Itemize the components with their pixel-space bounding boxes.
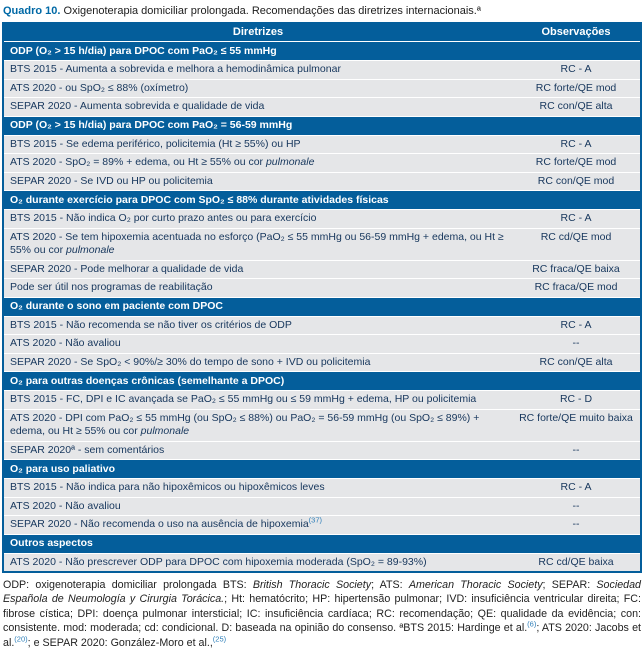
observation-cell: RC fraca/QE baixa bbox=[532, 262, 620, 275]
observation-cell: RC - A bbox=[560, 318, 592, 331]
guideline-cell bbox=[4, 261, 512, 279]
table-row bbox=[4, 209, 640, 228]
section-header: O₂ durante o sono em paciente com DPOC bbox=[4, 297, 640, 316]
table-row bbox=[4, 228, 640, 260]
guideline-text-italic: pulmonale bbox=[265, 156, 315, 168]
table-row bbox=[4, 353, 640, 372]
guideline-cell bbox=[4, 173, 512, 191]
table-row bbox=[4, 334, 640, 353]
observation-cell: RC forte/QE muito baixa bbox=[519, 411, 633, 424]
guideline-text: Pode ser útil nos programas de reabilitação bbox=[10, 281, 213, 293]
observation-cell: RC con/QE alta bbox=[539, 355, 613, 368]
observation-cell: RC - A bbox=[560, 63, 592, 75]
table-row bbox=[4, 390, 640, 409]
table-row bbox=[4, 441, 640, 460]
guideline-cell bbox=[4, 98, 512, 116]
guideline-cell bbox=[4, 354, 512, 372]
section-header: O₂ durante exercício para DPOC com SpO₂ ≤ 88% durante atividades físicas bbox=[4, 190, 640, 209]
table-header-row bbox=[4, 24, 640, 41]
table-caption bbox=[3, 4, 642, 18]
guideline-cell bbox=[4, 154, 512, 172]
observation-cell: -- bbox=[572, 499, 580, 512]
footnote-society-ats: American Thoracic Society bbox=[408, 579, 543, 591]
guideline-text: ATS 2020 - Não avaliou bbox=[10, 337, 121, 349]
guideline-cell bbox=[4, 498, 512, 516]
guideline-text: BTS 2015 - Aumenta a sobrevida e melhora a hemodinâmica pulmonar bbox=[10, 63, 341, 75]
guideline-cell bbox=[4, 61, 512, 79]
footnote-text: ODP: oxigenoterapia domiciliar prolongada BTS: bbox=[3, 579, 253, 591]
footnote-text: ; ATS: bbox=[371, 579, 409, 591]
table-row bbox=[4, 497, 640, 516]
guideline-text: BTS 2015 - FC, DPI e IC avançada se PaO₂ ≤ 55 mmHg ou ≤ 59 mmHg + edema, HP ou policitemia bbox=[10, 393, 477, 405]
guideline-cell bbox=[4, 279, 512, 297]
guideline-text: BTS 2015 - Não indica O₂ por curto prazo antes ou para exercício bbox=[10, 212, 317, 224]
table-caption-text: Oxigenoterapia domiciliar prolongada. Recomendações das diretrizes internacionais.ª bbox=[60, 5, 481, 17]
table-row bbox=[4, 409, 640, 441]
guideline-cell bbox=[4, 479, 512, 497]
table-row bbox=[4, 478, 640, 497]
observation-cell: RC - D bbox=[559, 393, 593, 405]
footnote-society-bts: British Thoracic Society bbox=[252, 579, 372, 591]
table-row bbox=[4, 316, 640, 335]
observation-cell: RC - A bbox=[560, 137, 592, 150]
guideline-cell bbox=[4, 229, 512, 260]
table-row bbox=[4, 60, 640, 79]
table-caption-label: Quadro 10. bbox=[3, 5, 61, 17]
guideline-cell bbox=[4, 210, 512, 228]
observation-cell: -- bbox=[572, 337, 580, 349]
footnote-text: ; ATS 2020: Jacobs et al. bbox=[3, 622, 641, 649]
guideline-cell bbox=[4, 410, 512, 441]
guideline-text: SEPAR 2020ª - sem comentários bbox=[10, 443, 165, 456]
guideline-text-italic: pulmonale bbox=[140, 425, 190, 437]
table-row bbox=[4, 172, 640, 191]
observation-cell: RC fraca/QE mod bbox=[534, 281, 618, 293]
citation-link-37[interactable]: (37) bbox=[308, 515, 322, 525]
table-row bbox=[4, 135, 640, 154]
column-header-diretrizes: Diretrizes bbox=[232, 26, 284, 38]
section-header: O₂ para outras doenças crônicas (semelhante a DPOC) bbox=[4, 371, 640, 390]
observation-cell: RC - A bbox=[560, 212, 592, 224]
guideline-text: SEPAR 2020 - Não recomenda o uso na ausência de hipoxemia bbox=[10, 518, 309, 530]
observation-cell: RC forte/QE mod bbox=[535, 81, 617, 94]
observation-cell: RC forte/QE mod bbox=[535, 156, 617, 168]
section-header: ODP (O₂ > 15 h/dia) para DPOC com PaO₂ = 56-59 mmHg bbox=[4, 116, 640, 135]
guideline-text: BTS 2015 - Não indica para não hipoxêmicos ou hipoxêmicos leves bbox=[10, 481, 325, 493]
guideline-cell bbox=[4, 391, 512, 409]
guideline-text: SEPAR 2020 - Aumenta sobrevida e qualidade de vida bbox=[10, 100, 265, 112]
observation-cell: RC cd/QE mod bbox=[540, 230, 612, 243]
table-row bbox=[4, 79, 640, 98]
observation-cell: -- bbox=[572, 443, 580, 456]
footnote bbox=[3, 578, 641, 650]
citation-link-6[interactable]: (6) bbox=[527, 619, 537, 629]
footnote-text: ; Ht: hematócrito; HP: hipertensão pulmonar; IVD: insuficiência ventricular direita; FC: fibrose cística; DPI: doença pulmonar intersticial; IC: insuficiência cardíaca; RC: recomendação; QE: qualidade da evidência; con: consistente. mod: moderada; cd: condicional. D: baseada na opinião do consenso. ªBTS 2015: Hardinge et al. bbox=[3, 593, 641, 635]
guideline-cell bbox=[4, 516, 512, 534]
citation-link-25[interactable]: (25) bbox=[212, 634, 227, 644]
guideline-text: ATS 2020 - DPI com PaO₂ ≤ 55 mmHg (ou SpO₂ ≤ 88%) ou PaO₂ = 56-59 mmHg (ou SpO₂ ≤ 89%) + edema, ou Ht ≥ 55% ou cor bbox=[10, 411, 480, 437]
table-row bbox=[4, 278, 640, 297]
guideline-text: ATS 2020 - Não prescrever ODP para DPOC com hipoxemia moderada (SpO₂ = 89-93%) bbox=[10, 555, 427, 568]
guideline-text: BTS 2015 - Se edema periférico, policitemia (Ht ≥ 55%) ou HP bbox=[10, 137, 301, 150]
guideline-cell bbox=[4, 317, 512, 335]
guideline-cell bbox=[4, 80, 512, 98]
table-row bbox=[4, 97, 640, 116]
footnote-text: ; e SEPAR 2020: González-Moro et al., bbox=[27, 636, 213, 649]
guideline-text-italic: pulmonale bbox=[66, 244, 115, 256]
observation-cell: RC con/QE mod bbox=[537, 174, 615, 187]
table-row bbox=[4, 260, 640, 279]
column-header-observacoes: Observações bbox=[541, 26, 611, 38]
observation-cell: RC - A bbox=[560, 481, 592, 493]
guideline-text: ATS 2020 - ou SpO₂ ≤ 88% (oxímetro) bbox=[10, 81, 189, 94]
guideline-text: SEPAR 2020 - Pode melhorar a qualidade de vida bbox=[10, 262, 244, 275]
guideline-text: ATS 2020 - SpO₂ = 89% + edema, ou Ht ≥ 55% ou cor bbox=[10, 156, 266, 168]
observation-cell: RC con/QE alta bbox=[539, 100, 613, 112]
guideline-text: SEPAR 2020 - Se SpO₂ < 90%/≥ 30% do tempo de sono + IVD ou policitemia bbox=[10, 355, 371, 368]
guideline-text: ATS 2020 - Se tem hipoxemia acentuada no esforço (PaO₂ ≤ 55 mmHg ou 56-59 mmHg + edema, ou Ht ≥ 55% ou cor bbox=[10, 230, 504, 256]
table-row bbox=[4, 153, 640, 172]
section-header: Outros aspectos bbox=[4, 534, 640, 553]
citation-link-20[interactable]: (20) bbox=[14, 634, 28, 644]
guideline-text: BTS 2015 - Não recomenda se não tiver os critérios de ODP bbox=[10, 318, 292, 331]
guideline-cell bbox=[4, 554, 512, 572]
guideline-text: ATS 2020 - Não avaliou bbox=[10, 499, 121, 512]
guideline-cell bbox=[4, 136, 512, 154]
guideline-text: SEPAR 2020 - Se IVD ou HP ou policitemia bbox=[10, 174, 213, 187]
footnote-text: ; SEPAR: bbox=[542, 579, 597, 591]
guideline-cell bbox=[4, 442, 512, 460]
table-row bbox=[4, 515, 640, 534]
guideline-cell bbox=[4, 335, 512, 353]
guidelines-table bbox=[2, 22, 642, 573]
observation-cell: -- bbox=[572, 518, 580, 530]
section-header: O₂ para uso paliativo bbox=[4, 459, 640, 478]
table-row bbox=[4, 553, 640, 572]
section-header: ODP (O₂ > 15 h/dia) para DPOC com PaO₂ ≤ 55 mmHg bbox=[4, 41, 640, 60]
observation-cell: RC cd/QE baixa bbox=[538, 555, 614, 568]
footnote-society-separ: Sociedad Española de Neumología y Cirurgia Torácica. bbox=[3, 579, 641, 606]
